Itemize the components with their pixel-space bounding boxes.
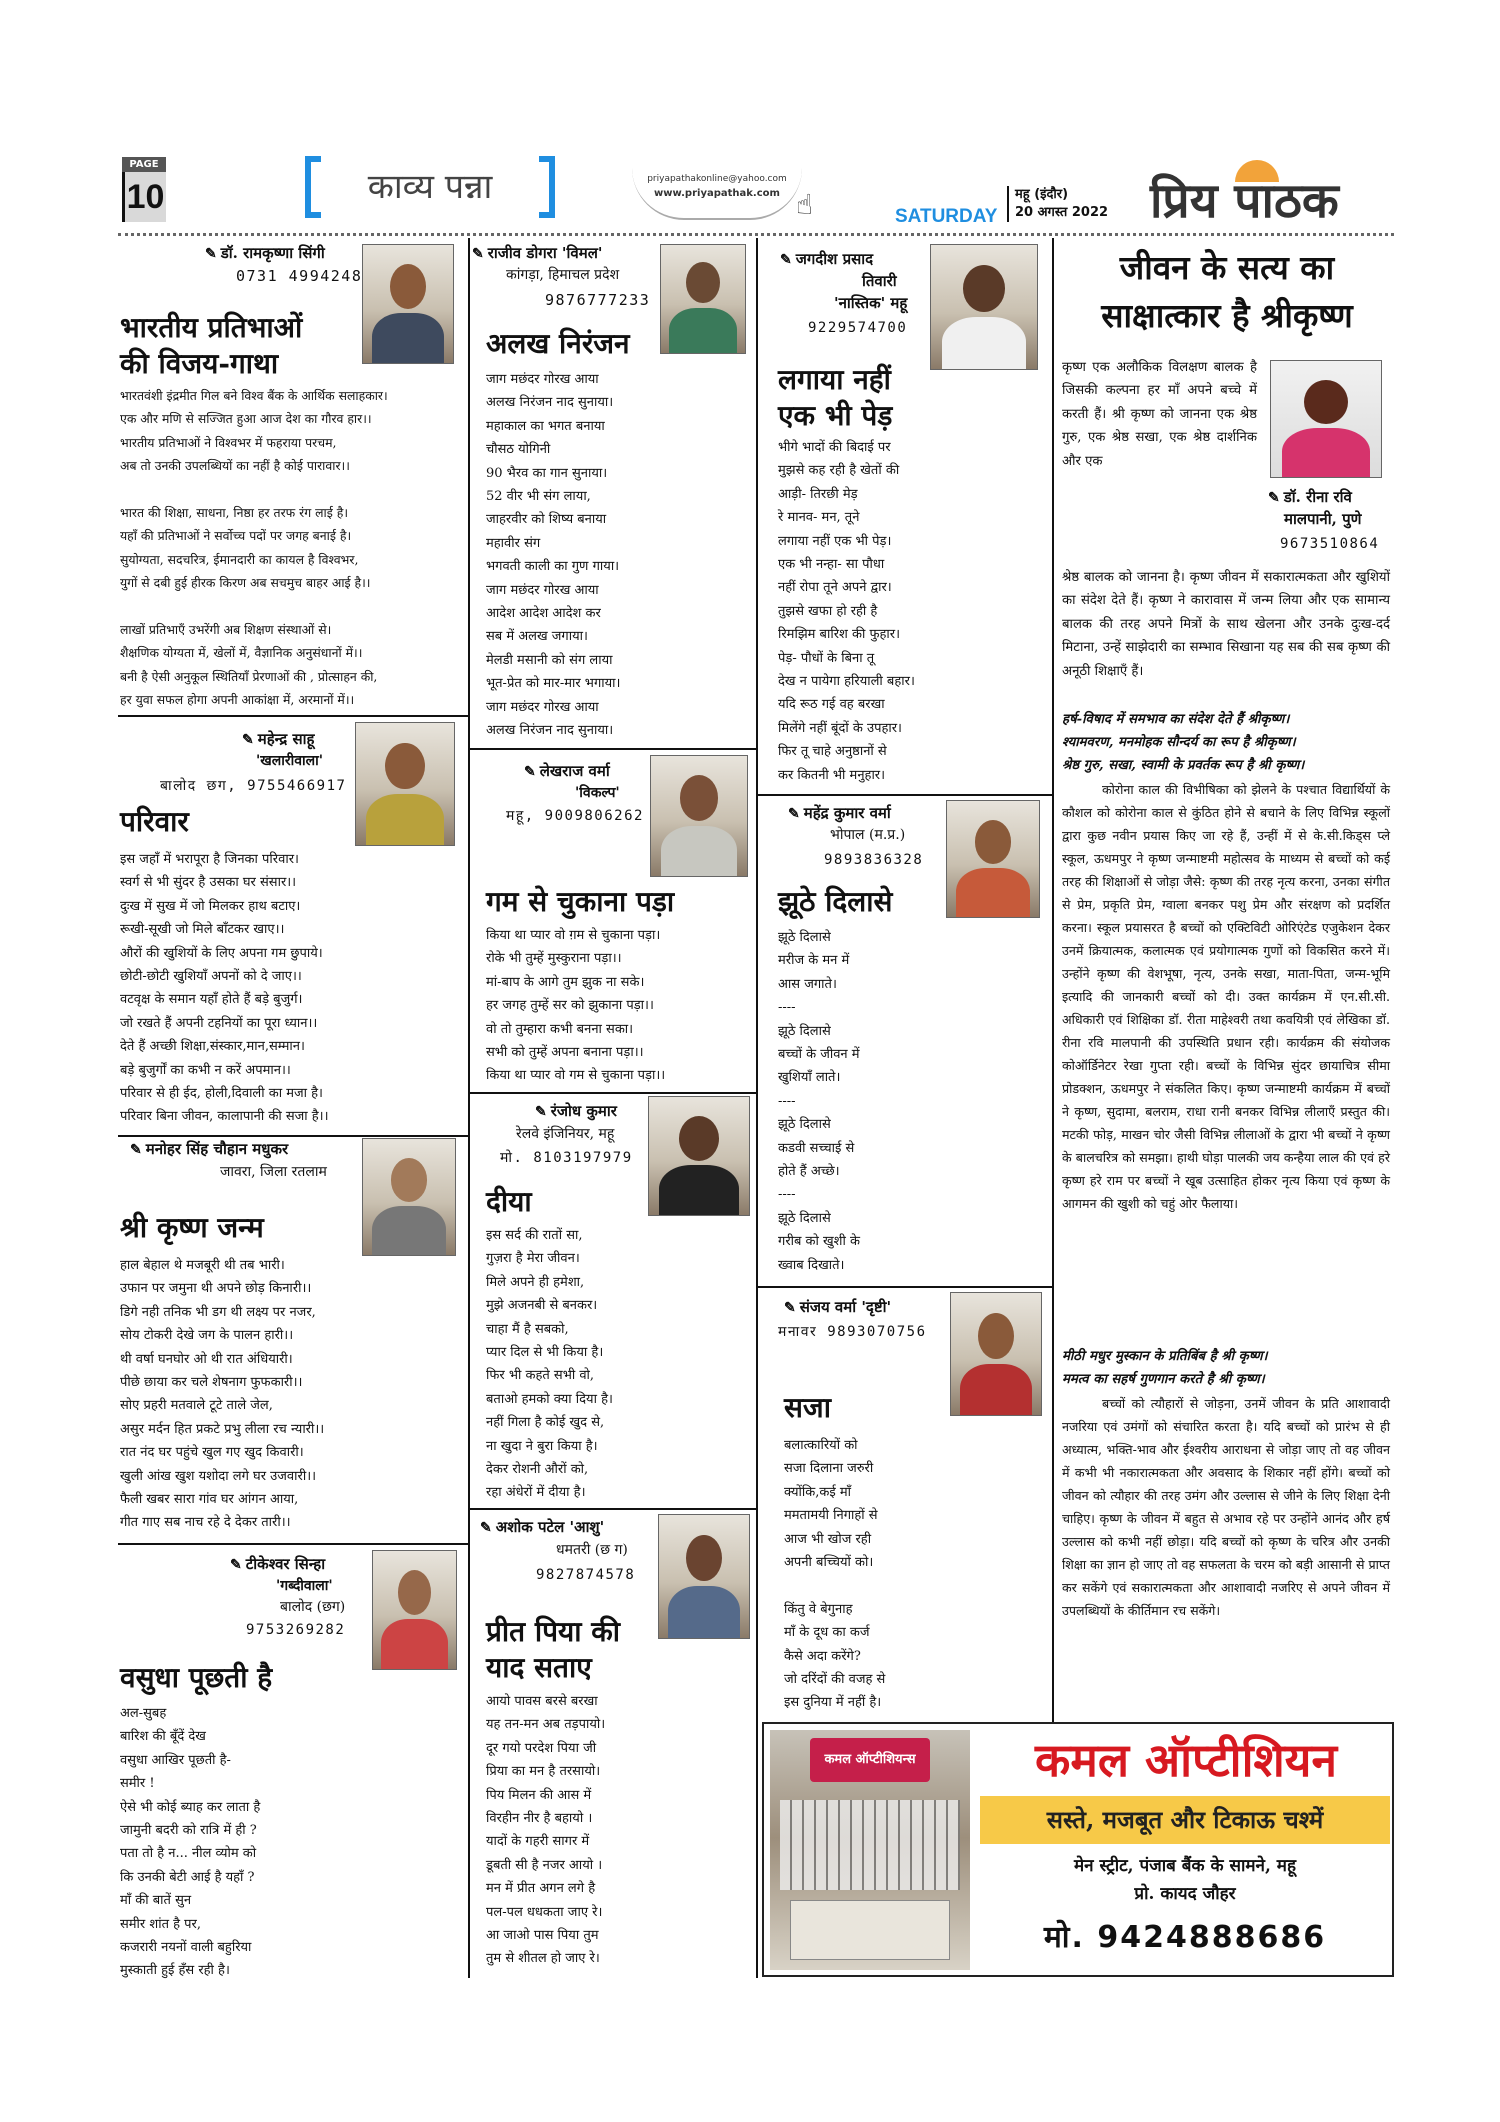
divider <box>758 794 1052 796</box>
author-name: ✎ रंजोध कुमार <box>535 1102 617 1120</box>
author-alias: 'खलारीवाला' <box>256 753 324 769</box>
author-place: कांगड़ा, हिमाचल प्रदेश <box>506 267 620 283</box>
author-name: ✎ महेंद्र कुमार वर्मा <box>788 804 891 822</box>
author-name: ✎ मनोहर सिंह चौहान मधुकर <box>130 1140 289 1158</box>
poem-title: लगाया नहीं एक भी पेड़ <box>778 363 893 432</box>
header-rule <box>118 233 1394 236</box>
poem-title: परिवार <box>120 805 189 838</box>
poem-text: भीगे भादों की बिदाई पर मुझसे कह रही है खेतों की आड़ी- तिरछी मेड़ रे मानव- मन, तूने लगाया नहीं एक भी पेड़। एक भी नन्हा- सा पौधा नहीं रोपा तूने अपने द्वार। तुझसे खफा हो रही है रिमझिम बारिश की फुहार। पेड़- पौधों के बिना तू देख न पायेगा हरियाली बहार। यदि रूठ गई वह बरखा मिलेंगे नहीं बूंदों के उपहार। फिर तू चाहे अनुष्ठानों से कर कितनी भी मनुहार। <box>778 440 915 783</box>
poem-title: अलख निरंजन <box>486 327 630 360</box>
author-photo <box>1270 360 1382 478</box>
bracket-right <box>539 156 555 218</box>
author-name: ✎ डॉ. रामकृष्णा सिंगी <box>205 244 325 262</box>
author-phone: 9876777233 <box>545 291 651 309</box>
pen-icon: ✎ <box>535 1104 547 1120</box>
date: 20 अगस्त 2022 <box>1015 205 1109 220</box>
article-emphasis-1: हर्ष-विषाद में समभाव का संदेश देते हैं श्रीकृष्ण। <box>1062 712 1290 727</box>
website[interactable]: www.priyapathak.com <box>654 188 780 199</box>
poem-text: बलात्कारियों को सजा दिलाना जरुरी क्योंकि,कई माँ ममतामयी निगाहों से आज भी खोज रही अपनी बच्चियों को। किंतु वे बेगुनाह माँ के दूध का कर्ज कैसे अदा करेंगे? जो दरिंदों की वजह से इस दुनिया में नहीं है। <box>784 1438 886 1711</box>
article-para-2: कोरोना काल की विभीषिका को झेलने के पश्चात विद्यार्थियों के कौशल को कोरोना काल से कुंठित होने से बचाने के लिए विभिन्न स्कूलों द्वारा कुछ नवीन प्रयास किए जा रहे हैं, उन्हीं में से के.सी.किड्स प्ले स्कूल, ऊधमपुर ने कृष्ण जन्माष्टमी महोत्सव के माध्यम से बच्चों को कई तरह की शिक्षाओं से जोड़ा जैसे: कृष्ण की तरह नृत्य करना, उनका संगीत से प्रेम, प्रकृति प्रेम, ग्वाला बनकर पशु प्रेम और संरक्षण को प्रदर्शित करना। स्कूल प्रयासरत है बच्चों को एक्टिविटी ओरिएंटेड एजुकेशन देकर उनमें क्रियात्मक, कलात्मक एवं प्रयोगात्मक गुणों को विकसित करने में। उन्होंने कृष्ण की वेशभूषा, नृत्य, उनके सखा, माता-पिता, जन्म-भूमि इत्यादि की जानकारी बच्चों को दी। उक्त कार्यक्रम में एन.सी.सी. अधिकारी एवं शिक्षिका डॉ. रीता माहेश्वरी तथा कवयित्री एवं लेखिका डॉ. रीना रवि मालपानी की उपस्थिति प्रधान रही। कार्यक्रम की संयोजक कोऑर्डिनेटर रेखा गुप्ता रही। बच्चों के विभिन्न सुंदर छायाचित्र सीमा प्रोडक्शन, ऊधमपुर ने संकलित किए। कृष्ण जन्माष्टमी कार्यक्रम में बच्चों ने कृष्ण, सुदामा, बलराम, राधा रानी बनकर विभिन्न लीलाएँ प्रस्तुत की। मटकी फोड़, माखन चोर जैसी विभिन्न लीलाओं के द्वारा भी बच्चों ने कृष्ण के बालचरित्र को समझा। हाथी घोड़ा पालकी जय कन्हैया लाल की एवं हरे कृष्ण हरे राम पर बच्चों ने खूब उत्साहित होकर नृत्य किया एवं कृष्ण के आगमन की खुशी को चहुं ओर फैलाया। <box>1062 782 1390 1211</box>
article-emphasis-5: ममत्व का सहर्ष गुणगान करते है श्री कृष्ण। <box>1062 1372 1265 1387</box>
section-label <box>305 152 555 224</box>
pen-icon: ✎ <box>1268 490 1280 506</box>
author-phone: मो. 8103197979 <box>500 1150 633 1166</box>
day-label: SATURDAY <box>895 206 998 227</box>
article-author-phone: 9673510864 <box>1280 536 1380 552</box>
author-name: ✎ टीकेश्वर सिन्हा <box>230 1555 326 1573</box>
author-photo <box>650 755 748 877</box>
article-emphasis-3: श्रेष्ठ गुरु, सखा, स्वामी के प्रवर्तक रूप है श्री कृष्ण। <box>1062 758 1305 773</box>
poem-title: वसुधा पूछती है <box>120 1661 273 1694</box>
poem-title: प्रीत पिया की याद सताए <box>486 1615 621 1684</box>
ad-owner: प्रो. कायद जौहर <box>1134 1884 1236 1904</box>
pen-icon: ✎ <box>205 246 217 262</box>
pointer-icon: ☝ <box>796 188 814 221</box>
author-phone: 0731 4994248 <box>236 267 363 285</box>
author-photo <box>362 1138 456 1256</box>
bracket-left <box>305 156 321 218</box>
poem-title: भारतीय प्रतिभाओं की विजय-गाथा <box>120 311 303 380</box>
author-place: धमतरी (छ ग) <box>556 1542 628 1558</box>
poem-text: इस जहाँ में भरापूरा है जिनका परिवार। स्वर्ग से भी सुंदर है उसका घर संसार।। दुःख में सुख में जो मिलकर हाथ बटाए। रूखी-सूखी जो मिले बाँटकर खाए।। औरों की खुशियों के लिए अपना गम छुपाये। छोटी-छोटी खुशियाँ अपनों को दे जाए।। वटवृक्ष के समान यहाँ होते हैं बड़े बुजुर्ग। जो रखते हैं अपनी टहनियों का पूरा ध्यान।। देते हैं अच्छी शिक्षा,संस्कार,मान,सम्मान। बड़े बुजुर्गों का कभी न करें अपमान।। परिवार से ही ईद, होली,दिवाली का मजा है। परिवार बिना जीवन, कालापानी की सजा है।। <box>120 852 329 1125</box>
poem-text: अल-सुबह बारिश की बूँदें देख वसुधा आखिर पूछती है- समीर ! ऐसे भी कोई ब्याह कर लाता है जामुनी बदरी को रात्रि में ही ? पता तो है न... नील व्योम को कि उनकी बेटी आई है यहाँ ? माँ की बातें सुन समीर शांत है पर, कजरारी नयनों वाली बहुरिया मुस्काती हुई हँस रही है। <box>120 1706 261 1979</box>
author-photo <box>648 1096 750 1216</box>
ad-phone[interactable]: मो. 9424888686 <box>1043 1920 1327 1955</box>
author-photo <box>372 1550 457 1670</box>
author-place-phone: महू, 9009806262 <box>506 808 644 824</box>
ad-brand: कमल ऑप्टीशियन <box>1035 1733 1337 1787</box>
counter <box>790 1900 950 1960</box>
poem-title: श्री कृष्ण जन्म <box>120 1211 264 1244</box>
article-author: ✎ डॉ. रीना रवि <box>1268 488 1352 506</box>
place: महू (इंदौर) <box>1015 187 1069 202</box>
author-photo <box>658 1514 750 1639</box>
divider <box>470 748 756 750</box>
poem-text: इस सर्द की रातों सा, गुज़रा है मेरा जीवन। मिले अपने ही हमेशा, मुझे अजनबी से बनकर। चाहा मैं है सबको, प्यार दिल से भी किया है। फिर भी कहते सभी वो, बताओ हमको क्या दिया है। नहीं गिला है कोई खुद से, ना खुदा ने बुरा किया है। देकर रोशनी औरों को, रहा अंधेरों में दीया है। <box>486 1228 613 1501</box>
author-photo <box>660 244 746 354</box>
article-para-1: श्रेष्ठ बालक को जानना है। कृष्ण जीवन में सकारात्मकता और खुशियों का संदेश देते हैं। कृष्ण ने कारावास में जन्म लिया और एक सामान्य बालक की तरह अपने मित्रों के साथ खेलना और उनके दुःख-दर्द मिटाना, उन्हें साझेदारी का सम्भाव सिखाना यह सब की सब कृष्ण की अनूठी शिक्षाएँ हैं। <box>1062 570 1390 679</box>
pen-icon: ✎ <box>788 806 800 822</box>
pen-icon: ✎ <box>524 764 536 780</box>
email[interactable]: priyapathakonline@yahoo.com <box>647 174 787 184</box>
masthead-title: प्रिय पाठक <box>1150 173 1339 229</box>
date-block <box>1007 186 1108 222</box>
poem-text: भारतवंशी इंद्रमीत गिल बने विश्व बैंक के आर्थिक सलाहकार। एक और मणि से सज्जित हुआ आज देश का गौरव हार।। भारतीय प्रतिभाओं ने विश्वभर में फहराया परचम, अब तो उनकी उपलब्धियों का नहीं है कोई पारावार।। भारत की शिक्षा, साधना, निष्ठा हर तरफ रंग लाई है। यहाँ की प्रतिभाओं ने सर्वोच्च पदों पर जगह बनाई है। सुयोग्यता, सदचरित्र, ईमानदारी का कायल है विश्वभर, युगों से दबी हुई हीरक किरण अब सचमुच बाहर आई है।। लाखों प्रतिभाएँ उभरेंगी अब शिक्षण संस्थाओं से। शैक्षणिक योग्यता में, खेलों में, वैज्ञानिक अनुसंधानों में।। बनी है ऐसी अनुकूल स्थितियाँ प्रेरणाओं की , प्रोत्साहन की, हर युवा सफल होगा अपनी आकांक्षा में, अरमानों में।। <box>120 388 388 708</box>
author-place-phone: बालोद छग, 9755466917 <box>160 778 347 794</box>
author-phone: 9229574700 <box>808 320 908 336</box>
author-name: ✎ अशोक पटेल 'आशु' <box>480 1518 605 1536</box>
author-phone: 9827874578 <box>536 1567 636 1583</box>
author-name: ✎ लेखराज वर्मा <box>524 762 610 780</box>
poem-title: झूठे दिलासे <box>778 885 893 918</box>
author-name: ✎ महेन्द्र साहू <box>242 730 315 748</box>
pen-icon: ✎ <box>780 252 792 268</box>
ad-tagline: सस्ते, मजबूत और टिकाऊ चश्में <box>980 1796 1390 1844</box>
column-rule <box>468 238 470 1978</box>
author-alias: 'नास्तिक' महू <box>834 294 908 312</box>
divider <box>118 1135 468 1137</box>
page-badge <box>122 157 166 227</box>
shop-sign: कमल ऑप्टीशियन्स <box>810 1738 930 1782</box>
pen-icon: ✎ <box>480 1520 492 1536</box>
divider <box>758 1286 1052 1288</box>
article-author-place: मालपानी, पुणे <box>1284 510 1362 528</box>
pen-icon: ✎ <box>472 246 484 262</box>
article-intro: कृष्ण एक अलौकिक विलक्षण बालक है जिसकी कल्पना हर माँ अपने बच्चे में करती हैं। श्री कृष्ण को जानना एक श्रेष्ठ गुरु, एक श्रेष्ठ सखा, एक श्रेष्ठ दार्शनिक और एक <box>1062 360 1257 469</box>
ad-address: मेन स्ट्रीट, पंजाब बैंक के सामने, महू <box>1074 1856 1296 1876</box>
poem-text: जाग मछंदर गोरख आया अलख निरंजन नाद सुनाया। महाकाल का भगत बनाया चौसठ योगिनी 90 भैरव का गान सुनाया। 52 वीर भी संग लाया, जाहरवीर को शिष्य बनाया महावीर संग भगवती काली का गुण गाया। जाग मछंदर गोरख आया आदेश आदेश आदेश कर सब में अलख जगाया। मेलडी मसानी को संग लाया भूत-प्रेत को मार-मार भगाया। जाग मछंदर गोरख आया अलख निरंजन नाद सुनाया। <box>486 372 621 739</box>
poem-title: गम से चुकाना पड़ा <box>486 885 675 918</box>
column-rule <box>756 238 758 1978</box>
page-label: PAGE <box>122 157 166 172</box>
author-phone: 9893836328 <box>824 852 924 868</box>
author-name: ✎ संजय वर्मा 'दृष्टी' <box>784 1298 892 1316</box>
page-number: 10 <box>122 172 166 222</box>
contact-box <box>632 168 802 220</box>
article-para-3: बच्चों को त्यौहारों से जोड़ना, उनमें जीवन के प्रति आशावादी नजरिया एवं उमंगों को संचारित करता है। यदि बच्चों को प्रारंभ से ही अध्यात्म, भक्ति-भाव और ईश्वरीय आराधना से जोड़ा जाए तो वह जीवन में कभी भी नकारात्मकता और अवसाद के शिकार नहीं होंगे। बच्चों को जीवन को त्यौहार की तरह उमंग और उल्लास से जीने के लिए शिक्षा देनी चाहिए। कृष्ण के जीवन में बहुत से अभाव रहे पर उन्होंने आनंद और हर्ष उल्लास को कभी नहीं छोड़ा। यदि बच्चों को कृष्ण के चरित्र और उनकी शिक्षा का ज्ञान हो जाए तो वह सफलता के चरम को बड़ी आसानी से प्राप्त कर सकेंगे एवं सकारात्मकता और आशावादी नजरिए से अपने जीवन में उपलब्धियों के कीर्तिमान रच सकेंगे। <box>1062 1396 1390 1618</box>
poem-text: किया था प्यार वो ग़म से चुकाना पड़ा। रोके भी तुम्हें मुस्कुराना पड़ा।। मां-बाप के आगे तुम झुक ना सके। हर जगह तुम्हें सर को झुकाना पड़ा।। वो तो तुम्हारा कभी बनना सका। सभी को तुम्हें अपना बनाना पड़ा।। किया था प्यार वो गम से चुकाना पड़ा।। <box>486 928 666 1084</box>
display-shelf <box>780 1800 960 1890</box>
author-photo <box>930 244 1038 370</box>
author-name: ✎ राजीव डोगरा 'विमल' <box>472 244 603 262</box>
pen-icon: ✎ <box>230 1557 242 1573</box>
divider <box>470 1508 756 1510</box>
poem-title: सजा <box>784 1391 831 1424</box>
poem-text: झूठे दिलासे मरीज के मन में आस जगाते। ---- झूठे दिलासे बच्चों के जीवन में खुशियाँ लाते। ---- झूठे दिलासे कडवी सच्चाई से होते हैं अच्छे। ---- झूठे दिलासे गरीब को खुशी के ख्वाब दिखाते। <box>778 930 860 1273</box>
shop-photo <box>770 1730 970 1970</box>
section-title: काव्य पन्ना <box>367 167 493 207</box>
author-photo <box>355 722 455 846</box>
advertisement[interactable] <box>762 1722 1394 1977</box>
poem-title: दीया <box>486 1185 532 1218</box>
author-photo <box>362 244 454 364</box>
author-photo <box>950 1292 1042 1416</box>
author-place: भोपाल (म.प्र.) <box>830 827 906 843</box>
author-place-phone: मनावर 9893070756 <box>778 1324 927 1340</box>
pen-icon: ✎ <box>784 1300 796 1316</box>
author-place: जावरा, जिला रतलाम <box>220 1164 327 1180</box>
masthead <box>1150 160 1395 232</box>
pen-icon: ✎ <box>242 732 254 748</box>
author-alias: 'विकल्प' <box>575 785 620 801</box>
divider <box>118 715 468 717</box>
article-emphasis-2: श्यामवरण, मनमोहक सौन्दर्य का रूप है श्रीकृष्ण। <box>1062 735 1296 750</box>
article-emphasis-4: मीठी मधुर मुस्कान के प्रतिबिंब है श्री कृष्ण। <box>1062 1349 1268 1364</box>
author-name: ✎ जगदीश प्रसाद <box>780 250 874 268</box>
divider <box>118 1543 468 1545</box>
author-place: रेलवे इंजिनियर, महू <box>516 1126 615 1142</box>
poem-text: आयो पावस बरसे बरखा यह तन-मन अब तड़पायो। दूर गयो परदेश पिया जी प्रिया का मन है तरसायो। पिय मिलन की आस में विरहीन नीर है बहायो । यादों के गहरी सागर में डूबती सी है नजर आयो । मन में प्रीत अगन लगे है पल-पल धधकता जाए रे। आ जाओ पास पिया तुम तुम से शीतल हो जाए रे। <box>486 1694 606 1967</box>
article-title: जीवन के सत्य का साक्षात्कार है श्रीकृष्ण <box>1101 248 1353 335</box>
poem-text: हाल बेहाल थे मजबूरी थी तब भारी। उफान पर जमुना थी अपने छोड़ किनारी।। डिगे नही तनिक भी डग थी लक्ष्य पर नजर, सोय टोकरी देखे जग के पालन हारी।। थी वर्षा घनघोर ओ थी रात अंधियारी। पीछे छाया कर चले शेषनाग फुफकारी।। सोए प्रहरी मतवाले टूटे ताले जेल, असुर मर्दन हित प्रकटे प्रभु लीला रच न्यारी।। रात नंद घर पहुंचे खुल गए खुद किवारी। खुली आंख खुश यशोदा लगे घर उजवारी।। फैली खबर सारा गांव घर आंगन आया, गीत गाए सब नाच रहे दे देकर तारी।। <box>120 1258 325 1531</box>
column-rule <box>1052 238 1054 1726</box>
author-photo <box>946 800 1040 918</box>
author-phone: 9753269282 <box>246 1622 346 1638</box>
divider <box>470 1092 756 1094</box>
author-name-2: तिवारी <box>862 272 897 290</box>
author-alias: 'गब्दीवाला' <box>276 1578 333 1594</box>
pen-icon: ✎ <box>130 1142 142 1158</box>
author-place: बालोद (छग) <box>280 1599 346 1615</box>
